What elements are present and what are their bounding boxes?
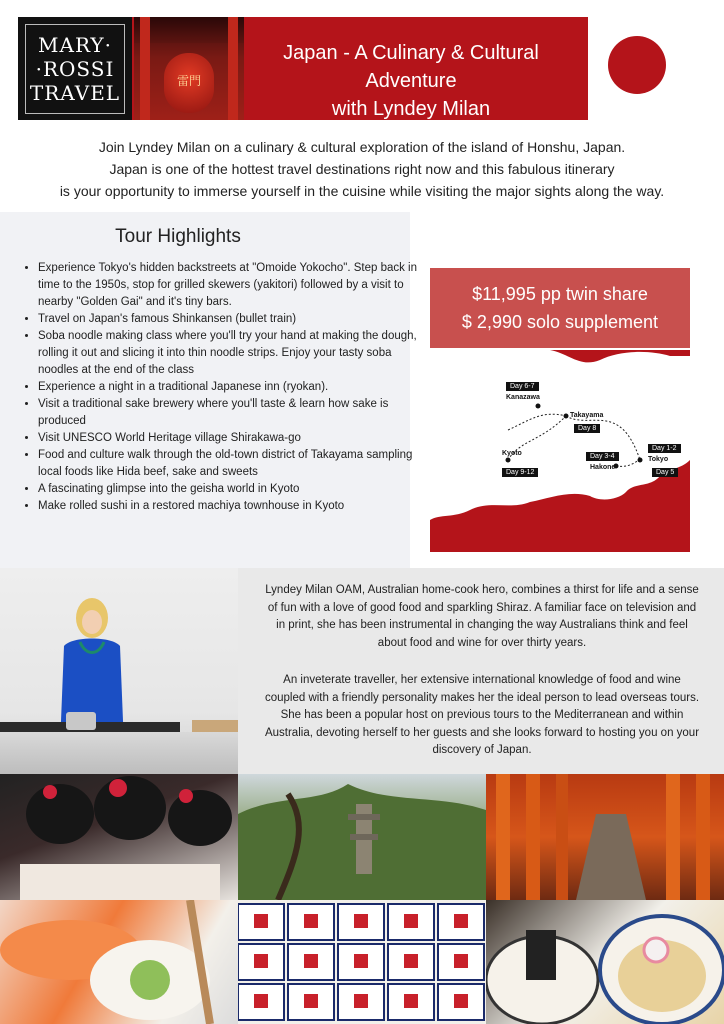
highlight-item: • Travel on Japan's famous Shinkansen (bullet train)	[38, 311, 418, 328]
temple-lantern-photo	[134, 17, 244, 120]
logo-line-3: TRAVEL	[29, 80, 121, 105]
stop-marker-kyoto	[506, 458, 511, 463]
intro-line-3: is your opportunity to immerse yourself in the cuisine while visiting the major sights along the way.	[59, 183, 665, 199]
brand-logo[interactable]	[18, 17, 132, 120]
map-label-kyoto: Kyoto	[502, 450, 522, 457]
page-title	[246, 39, 576, 123]
price-solo-supplement: $ 2,990 solo supplement	[461, 312, 659, 332]
host-bio-panel	[238, 568, 724, 774]
sake-barrels-photo	[238, 900, 486, 1024]
cooking-pot	[66, 712, 96, 730]
map-label-takayama: Takayama	[570, 412, 604, 419]
price-twin-share: $11,995 pp twin share	[472, 284, 648, 304]
sake-barrels-illustration	[238, 900, 486, 1024]
red-circle-decoration	[608, 36, 666, 94]
map-tag-takayama-days: Day 8	[574, 424, 600, 433]
page-title-line-2: with Lyndey Milan	[331, 98, 491, 120]
garden-illustration	[238, 774, 486, 900]
map-tag-kanazawa-days: Day 6-7	[506, 382, 539, 391]
honshu-landmass	[430, 350, 690, 520]
lyndey-milan-photo	[0, 568, 238, 774]
map-label-kanazawa: Kanazawa	[506, 394, 540, 401]
map-label-hakone: Hakone	[590, 464, 616, 471]
kitchen-counter	[0, 732, 238, 774]
highlight-item: • Soba noodle making class where you'll try your hand at making the dough, rolling it out and slicing it into thin noodle strips. Enjoy your tasty soba noodles at the end of the class	[38, 328, 418, 379]
highlight-item: • Visit a traditional sake brewery where you'll taste & learn how sake is produced	[38, 396, 418, 430]
map-tag-kyoto-days: Day 9-12	[502, 468, 538, 477]
japanese-garden-photo	[238, 774, 486, 900]
lantern-text: 雷門	[176, 74, 201, 88]
highlight-item: • Experience a night in a traditional Japanese inn (ryokan).	[38, 379, 418, 396]
bio-paragraph-1: Lyndey Milan OAM, Australian home-cook hero, combines a thirst for life and a sense of fun with a love of good food and sparkling Shiraz. A familiar face on television and in print, she has been instrumental in changing the way Australians think and feel about food and wine for over thirty years.	[265, 584, 699, 649]
map-tag-tokyo-days: Day 1-2	[648, 444, 681, 453]
logo-line-2: ·ROSSI	[35, 56, 115, 81]
sushi-illustration	[0, 900, 238, 1024]
highlights-title: Tour Highlights	[115, 226, 241, 247]
stop-marker-tokyo	[638, 458, 643, 463]
sushi-photo	[0, 900, 238, 1024]
header-banner	[18, 17, 588, 120]
intro-line-2: Japan is one of the hottest travel destinations right now and this fabulous itinerary	[109, 161, 615, 177]
geisha-illustration	[0, 774, 238, 900]
map-label-tokyo: Tokyo	[648, 456, 669, 463]
temple-pillar-left	[140, 17, 150, 120]
page-title-line-1: Japan - A Culinary & Cultural Adventure	[283, 42, 539, 92]
price-box	[430, 268, 690, 348]
geisha-photo	[0, 774, 238, 900]
intro-line-1: Join Lyndey Milan on a culinary & cultural exploration of the island of Honshu, Japan.	[98, 139, 626, 155]
tour-highlights-panel	[0, 212, 418, 568]
stop-marker-takayama	[564, 414, 569, 419]
bio-paragraph-2: An inveterate traveller, her extensive international knowledge of food and wine coupled with a friendly personality makes her the ideal person to lead overseas tours. She has been a popular host on previous tours to the Mediterranean and within Australia, devoting herself to her guests and she looks forward to hosting you on your discovery of Japan.	[264, 674, 700, 756]
noodles-illustration	[486, 900, 724, 1024]
stop-marker-kanazawa	[536, 404, 541, 409]
intro-text	[18, 136, 706, 202]
torii-gates-photo	[486, 774, 724, 900]
highlight-item: • Make rolled sushi in a restored machiya townhouse in Kyoto	[38, 498, 418, 515]
temple-pillar-right	[228, 17, 238, 120]
logo-frame	[25, 24, 125, 114]
logo-line-1: MARY·	[38, 32, 112, 57]
highlight-item: • Visit UNESCO World Heritage village Shirakawa-go	[38, 430, 418, 447]
highlight-item: • Experience Tokyo's hidden backstreets at "Omoide Yokocho". Step back in time to the 1950s, stop for grilled skewers (yakitori) followed by a visit to nearby "Golden Gai" and it's tiny bars.	[38, 260, 418, 311]
torii-illustration	[486, 774, 724, 900]
noodle-bowls-photo	[486, 900, 724, 1024]
highlight-item: • A fascinating glimpse into the geisha world in Kyoto	[38, 481, 418, 498]
map-tag-hakone-days: Day 3-4	[586, 452, 619, 461]
highlight-item: • Food and culture walk through the old-town district of Takayama sampling local foods like Hida beef, sake and sweets	[38, 447, 418, 481]
itinerary-map	[430, 350, 690, 552]
highlights-list	[20, 260, 418, 515]
map-tag-tokyo-return-days: Day 5	[652, 468, 678, 477]
